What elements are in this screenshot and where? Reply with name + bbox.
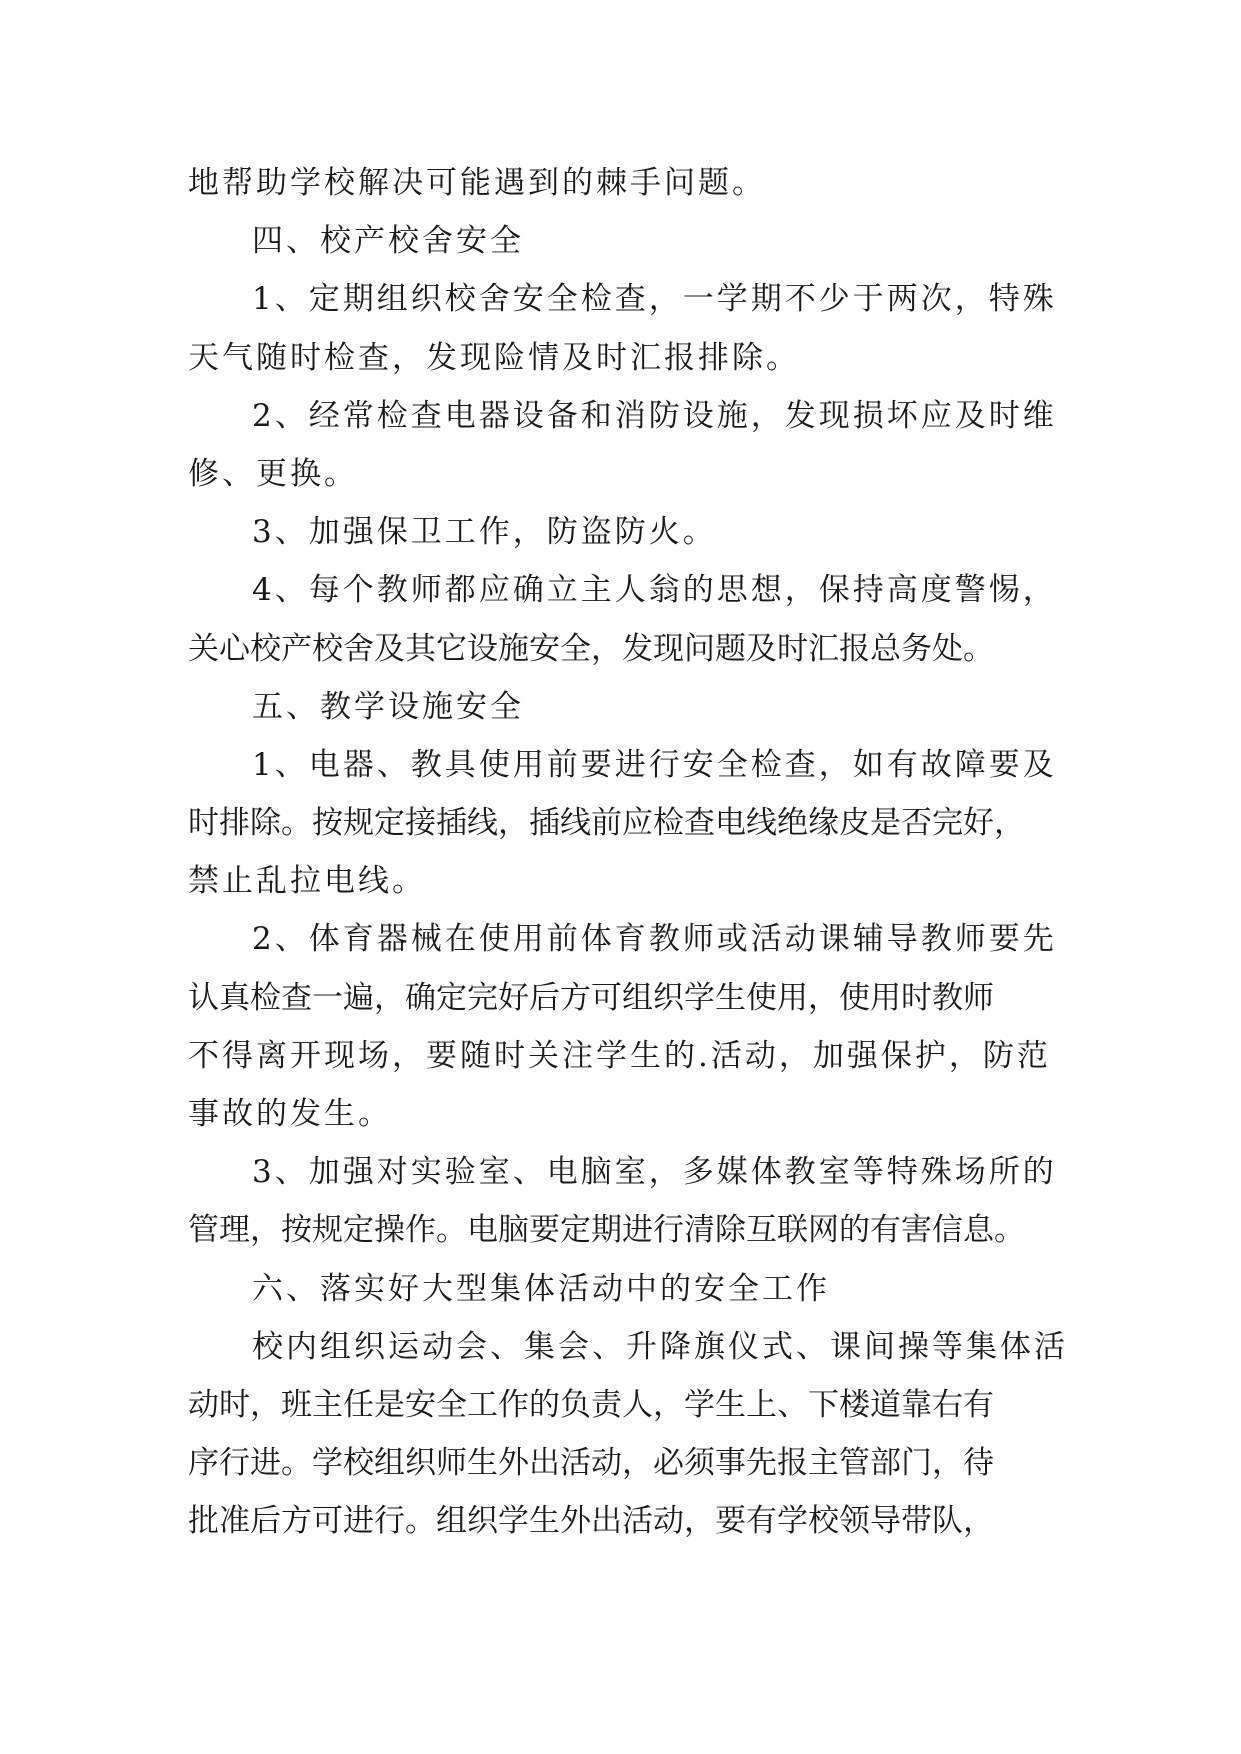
paragraph-line: 1、定期组织校舍安全检查，一学期不少于两次，特殊 [252, 281, 1057, 318]
section-heading: 四、校产校舍安全 [252, 223, 524, 260]
paragraph-line: 修、更换。 [188, 455, 358, 492]
paragraph-line: 事故的发生。 [188, 1096, 392, 1132]
section-heading: 六、落实好大型集体活动中的安全工作 [252, 1270, 830, 1307]
paragraph-line: 动时，班主任是安全工作的负责人，学生上、下楼道靠右有 [188, 1386, 994, 1423]
paragraph-line: 批准后方可进行。组织学生外出活动，要有学校领导带队， [188, 1503, 994, 1540]
paragraph-line: 不得离开现场，要随时关注学生的.活动，加强保护，防范 [188, 1037, 1051, 1074]
paragraph-line: 序行进。学校组织师生外出活动，必须事先报主管部门，待 [188, 1445, 994, 1482]
paragraph-line: 天气随时检查，发现险情及时汇报排除。 [188, 339, 800, 376]
document-body [188, 154, 1068, 1551]
paragraph-line: 禁止乱拉电线。 [188, 863, 426, 900]
paragraph-line: 地帮助学校解决可能遇到的棘手问题。 [188, 165, 766, 201]
paragraph-line: 4、每个教师都应确立主人翁的思想，保持高度警惕， [252, 572, 1057, 609]
paragraph-line: 2、体育器械在使用前体育教师或活动课辅导教师要先 [252, 921, 1057, 958]
paragraph-line: 3、加强对实验室、电脑室，多媒体教室等特殊场所的 [252, 1154, 1057, 1191]
paragraph-line: 2、经常检查电器设备和消防设施，发现损坏应及时维 [252, 397, 1057, 434]
paragraph-line: 关心校产校舍及其它设施安全，发现问题及时汇报总务处。 [188, 630, 994, 667]
paragraph-line: 1、电器、教具使用前要进行安全检查，如有故障要及 [252, 746, 1057, 783]
paragraph-line: 校内组织运动会、集会、升降旗仪式、课间操等集体活 [252, 1328, 1068, 1365]
section-heading: 五、教学设施安全 [252, 688, 524, 725]
paragraph-line: 时排除。按规定接插线，插线前应检查电线绝缘皮是否完好， [188, 805, 1025, 842]
paragraph-line: 管理，按规定操作。电脑要定期进行清除互联网的有害信息。 [188, 1212, 1025, 1249]
paragraph-line: 认真检查一遍，确定完好后方可组织学生使用，使用时教师 [188, 979, 994, 1016]
paragraph-line: 3、加强保卫工作，防盗防火。 [252, 514, 717, 551]
